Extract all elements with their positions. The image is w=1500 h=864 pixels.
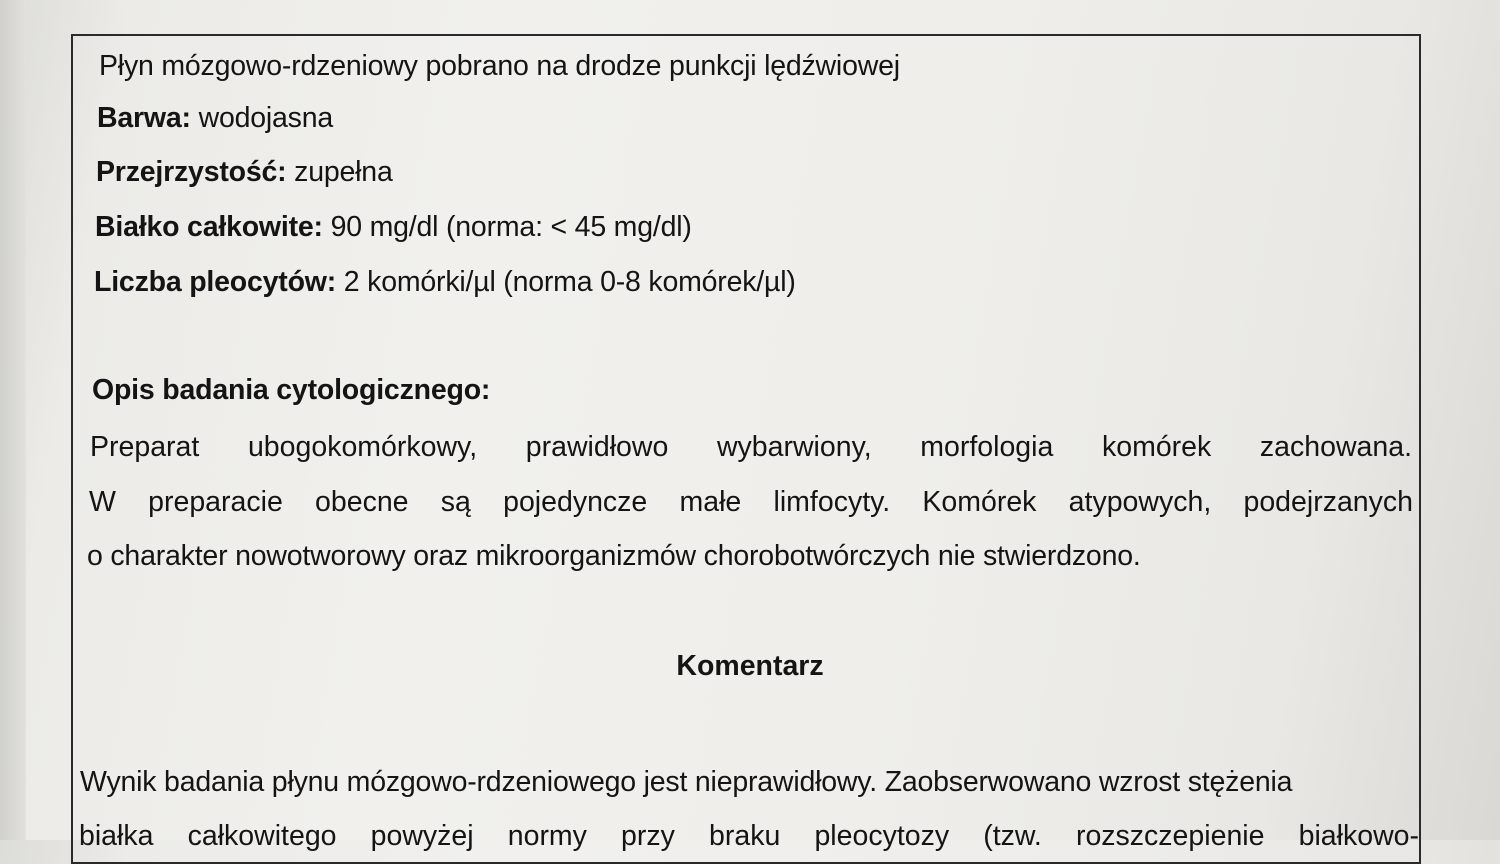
field-value: zupełna bbox=[294, 156, 393, 188]
cytology-text: W preparacie obecne są pojedyncze małe limfocyty. Komórek atypowych, podejrzanych bbox=[89, 486, 1413, 518]
field-value: 90 mg/dl (norma: < 45 mg/dl) bbox=[330, 211, 692, 243]
cytology-line bbox=[90, 430, 1412, 464]
field-label: Białko całkowite: bbox=[95, 211, 323, 243]
comment-heading: Komentarz bbox=[676, 650, 824, 682]
field-bialko bbox=[95, 210, 692, 244]
field-pleocyty bbox=[94, 265, 796, 299]
field-value: wodojasna bbox=[198, 102, 334, 134]
comment-line: Wynik badania płynu mózgowo-rdzeniowego jest nieprawidłowy. Zaobserwowano wzrost stężenia bbox=[80, 766, 1293, 798]
page-edge-shadow bbox=[0, 0, 26, 840]
field-przejrzystosc bbox=[96, 155, 393, 189]
comment-text: białka całkowitego powyżej normy przy braku pleocytozy (tzw. rozszczepienie białkowo- bbox=[79, 820, 1419, 852]
cytology-heading: Opis badania cytologicznego: bbox=[92, 374, 491, 406]
intro-line: Płyn mózgowo-rdzeniowy pobrano na drodze punkcji lędźwiowej bbox=[99, 50, 900, 82]
field-label: Przejrzystość: bbox=[96, 156, 287, 188]
comment-line bbox=[79, 819, 1419, 853]
cytology-line bbox=[89, 485, 1413, 519]
field-barwa bbox=[97, 101, 333, 135]
field-label: Barwa: bbox=[97, 102, 191, 134]
cytology-line: o charakter nowotworowy oraz mikroorganizmów chorobotwórczych nie stwierdzono. bbox=[87, 540, 1141, 572]
field-label: Liczba pleocytów: bbox=[94, 266, 337, 298]
cytology-text: Preparat ubogokomórkowy, prawidłowo wybarwiony, morfologia komórek zachowana. bbox=[90, 431, 1412, 463]
field-value: 2 komórki/µl (norma 0-8 komórek/µl) bbox=[343, 266, 796, 298]
